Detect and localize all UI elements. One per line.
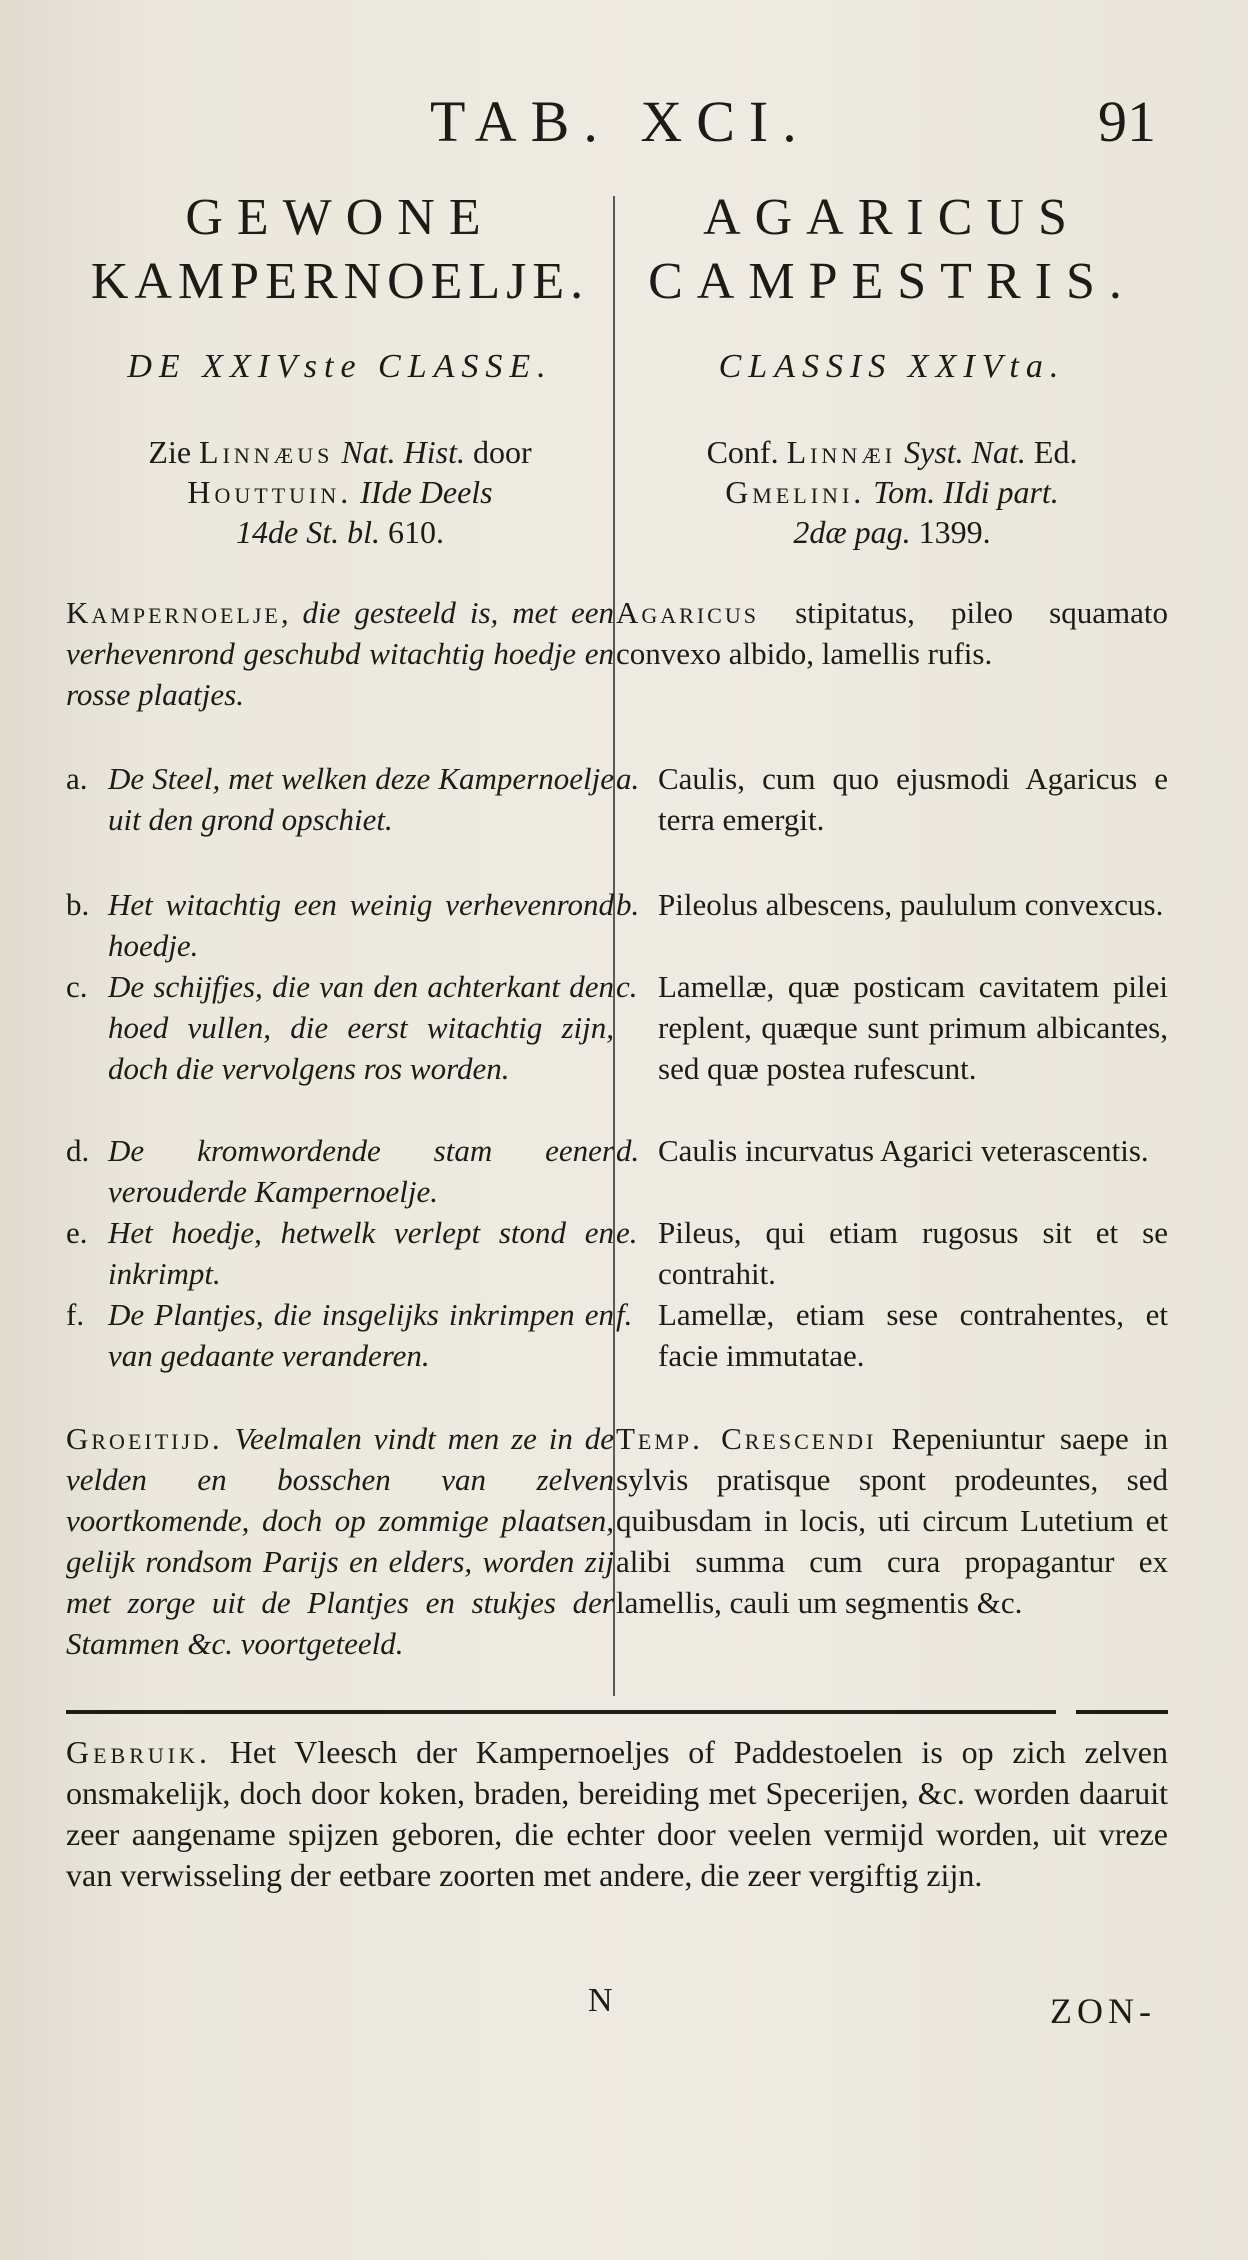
dutch-desc-text: , die gesteeld is, met een verhevenrond geschubd witachtig hoedje en rosse plaatjes. [66,595,614,712]
dutch-item-f: f. De Plantjes, die insgelijks inkrimpen en van gedaante veranderen. [66,1297,614,1373]
latin-name-line2: CAMPESTRIS. [648,253,1136,310]
latin-item-e: e. Pileus, qui etiam rugosus sit et se contrahit. [616,1215,1168,1291]
ref-pag: 2dæ pag. [793,514,911,550]
dutch-reference [66,432,614,552]
ref-door: door [464,434,532,470]
ref-tom: Tom. IIdi part. [865,474,1059,510]
ref-work: Nat. Hist. [333,434,465,470]
ref-deels: IIde Deels [352,474,493,510]
latin-growth-lead: Temp. Crescendi [616,1421,877,1456]
ref-page: 610. [379,514,444,550]
catchword: ZON- [1050,1991,1156,2031]
latin-growth [616,1418,1168,1623]
dutch-item-d: d. De kromwordende stam eener verouderde Kampernoelje. [66,1133,614,1209]
page-number: 91 [1098,89,1156,154]
latin-item-a: a. Caulis, cum quo ejusmodi Agaricus e terra emergit. [616,761,1168,837]
usage-text: Het Vleesch der Kampernoeljes of Paddestoelen is op zich zelven onsmakelijk, doch door koken, braden, bereiding met Specerijen, &c. worden daaruit zeer aangename spijzen geboren, die echter door veelen vermijd worden, uit vreze van verwisseling der eetbare zoorten met andere, die zeer vergiftig zijn. [66,1734,1168,1893]
ref-syst: Syst. Nat. [896,434,1026,470]
dutch-item-b: b. Het witachtig een weinig verhevenrond hoedje. [66,887,614,963]
latin-desc-lead: Agaricus [616,595,759,630]
dutch-desc-lead: Kampernoelje [66,595,281,630]
ref-zie: Zie [148,434,200,470]
dutch-item-e: e. Het hoedje, hetwelk verlept stond en inkrimpt. [66,1215,614,1291]
latin-item-f: f. Lamellæ, etiam sese contrahentes, et facie immutatae. [616,1297,1168,1373]
latin-name-line1: AGARICUS [703,189,1081,246]
ref-ed: Ed. [1025,434,1078,470]
plate-title: TAB. XCI. [430,89,811,154]
dutch-item-a: a. De Steel, met welken deze Kampernoelje uit den grond opschiet. [66,761,614,837]
ref-houttuin: Houttuin. [187,474,353,510]
ref-st: 14de St. bl. [236,514,380,550]
dutch-name-line1: GEWONE [185,189,495,246]
latin-item-d: d. Caulis incurvatus Agarici veterascentis. [616,1133,1149,1168]
dutch-growth [66,1418,614,1664]
ref-conf: Conf. [706,434,787,470]
separator-rule-end [1076,1710,1168,1714]
separator-rule [66,1710,1056,1714]
dutch-growth-text: Veelmalen vindt men ze in de velden en bosschen van zelven voortkomende, doch op zommige plaatsen, gelijk rondsom Parijs en elders, worden zij met zorge uit de Plantjes en stukjes der Stammen &c. voortgeteeld. [66,1421,614,1661]
dutch-name-line2: KAMPERNOELJE. [90,253,590,310]
ref-linnaeus: Linnæus [199,434,334,470]
usage-paragraph [66,1732,1168,1896]
latin-growth-text: Repeniuntur saepe in sylvis pratisque spont prodeuntes, sed quibusdam in locis, uti circum Lutetium et alibi summa cum cura propagantur ex lamellis, cauli um segmentis &c. [616,1421,1168,1620]
latin-item-b: b. Pileolus albescens, paululum convexcus. [616,887,1164,922]
signature-mark: N [588,1982,613,2019]
latin-reference [616,432,1168,552]
ref-page-latin: 1399. [910,514,991,550]
latin-description [616,592,1168,674]
dutch-description [66,592,614,715]
usage-lead: Gebruik. [66,1734,211,1770]
latin-item-c: c. Lamellæ, quæ posticam cavitatem pilei replent, quæque sunt primum albicantes, sed quæ postea rufescunt. [616,969,1168,1086]
ref-linnaei: Linnæi [786,434,897,470]
page-header [0,88,1248,158]
ref-gmelini: Gmelini. [725,474,866,510]
dutch-growth-lead: Groeitijd. [66,1421,223,1456]
dutch-item-c: c. De schijfjes, die van den achterkant den hoed vullen, die eerst witachtig zijn, doch die vervolgens ros worden. [66,969,614,1086]
dutch-column [66,186,614,314]
latin-desc-text: stipitatus, pileo squamato convexo albido, lamellis rufis. [616,595,1168,671]
latin-classe: CLASSIS XXIVta. [718,348,1066,385]
latin-column [616,186,1168,314]
dutch-classe: DE XXIVste CLASSE. [127,348,553,385]
